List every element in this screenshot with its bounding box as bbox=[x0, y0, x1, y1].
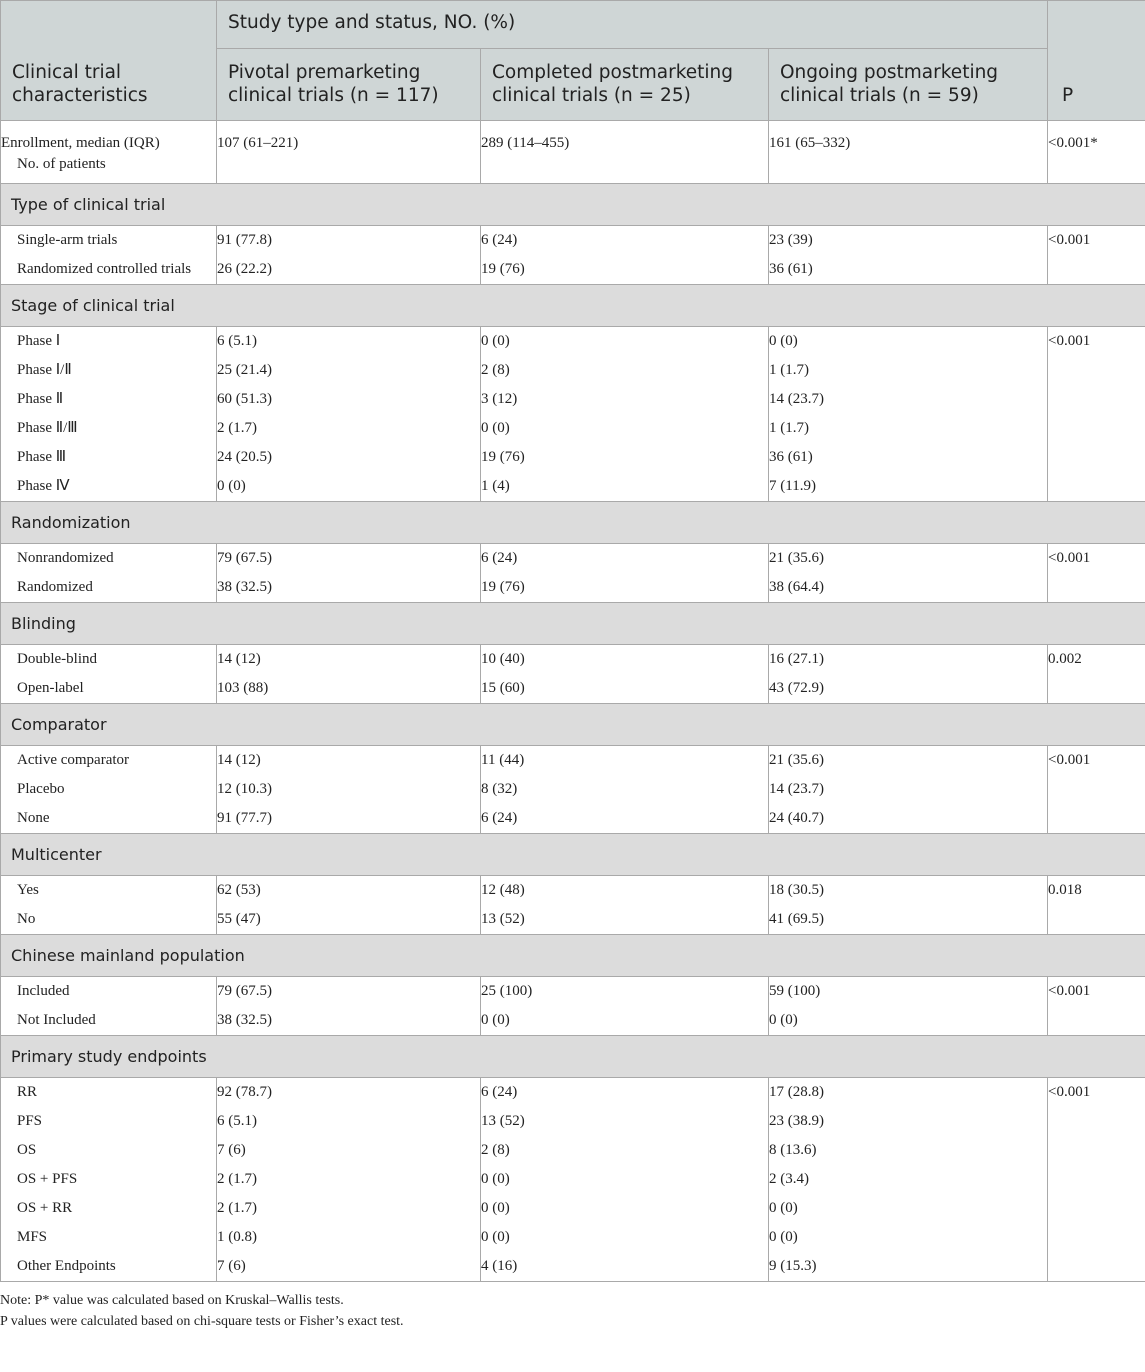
row-value-completed: 2 (8) bbox=[481, 362, 510, 378]
row-value-completed: 6 (24) bbox=[481, 1084, 518, 1100]
row-label: Phase Ⅲ bbox=[17, 449, 67, 465]
row-label: RR bbox=[17, 1084, 38, 1100]
row-value-completed: 3 (12) bbox=[481, 391, 518, 407]
section-title: Chinese mainland population bbox=[1, 935, 1145, 977]
row-label: Phase Ⅱ/Ⅲ bbox=[17, 420, 78, 436]
section-p-value bbox=[1048, 645, 1145, 704]
section-row-labels-cell bbox=[1, 645, 217, 704]
row-value-ongoing: 1 (1.7) bbox=[769, 420, 809, 436]
row-value-pivotal: 38 (32.5) bbox=[217, 1012, 272, 1028]
row-value-completed: 0 (0) bbox=[481, 1200, 510, 1216]
section-header-row bbox=[1, 1036, 1145, 1078]
row-label: Other Endpoints bbox=[17, 1258, 116, 1274]
section-title: Blinding bbox=[1, 603, 1145, 645]
row-value-completed: 25 (100) bbox=[481, 983, 533, 999]
row-value-completed: 6 (24) bbox=[481, 810, 518, 826]
section-completed-values-cell bbox=[481, 1078, 769, 1282]
row-label: Phase Ⅳ bbox=[17, 478, 70, 494]
enrollment-p: <0.001* bbox=[1048, 121, 1145, 184]
section-p-value bbox=[1048, 544, 1145, 603]
section-ongoing-values-cell bbox=[769, 544, 1048, 603]
p-value-text: <0.001 bbox=[1048, 333, 1091, 349]
row-value-pivotal: 14 (12) bbox=[217, 651, 261, 667]
row-value-pivotal: 60 (51.3) bbox=[217, 391, 272, 407]
row-value-pivotal: 55 (47) bbox=[217, 911, 261, 927]
row-value-ongoing: 14 (23.7) bbox=[769, 391, 824, 407]
row-label: Included bbox=[17, 983, 70, 999]
section-ongoing-values-cell bbox=[769, 645, 1048, 704]
section-header-row bbox=[1, 935, 1145, 977]
row-value-ongoing: 0 (0) bbox=[769, 333, 798, 349]
section-completed-values-cell bbox=[481, 226, 769, 285]
row-label bbox=[1, 255, 216, 283]
row-value-completed: 19 (76) bbox=[481, 261, 525, 277]
enrollment-completed: 289 (114–455) bbox=[481, 121, 769, 184]
header-p-label: P bbox=[1048, 1, 1145, 121]
row-value-pivotal: 14 (12) bbox=[217, 752, 261, 768]
row-label: Phase Ⅰ/Ⅱ bbox=[17, 362, 72, 378]
section-row-labels-cell bbox=[1, 1078, 217, 1282]
section-row-labels-cell bbox=[1, 977, 217, 1036]
row-label: Active comparator bbox=[17, 752, 130, 768]
row-value-ongoing: 8 (13.6) bbox=[769, 1142, 817, 1158]
row-value-pivotal: 62 (53) bbox=[217, 882, 261, 898]
section-header-row bbox=[1, 502, 1145, 544]
section-pivotal-values-cell bbox=[217, 645, 481, 704]
row-value-completed: 11 (44) bbox=[481, 752, 525, 768]
section-pivotal-values-cell bbox=[217, 1078, 481, 1282]
section-pivotal-values-cell bbox=[217, 876, 481, 935]
row-value-pivotal: 79 (67.5) bbox=[217, 983, 272, 999]
row-value-pivotal: 2 (1.7) bbox=[217, 1200, 257, 1216]
row-label: Nonrandomized bbox=[17, 550, 114, 566]
row-label: OS + RR bbox=[17, 1200, 73, 1216]
row-label: Placebo bbox=[17, 781, 65, 797]
row-value-ongoing: 16 (27.1) bbox=[769, 651, 824, 667]
row-value-completed: 0 (0) bbox=[481, 1012, 510, 1028]
section-title: Randomization bbox=[1, 502, 1145, 544]
row-value-pivotal: 92 (78.7) bbox=[217, 1084, 272, 1100]
section-data-row bbox=[1, 876, 1145, 935]
row-value-completed: 19 (76) bbox=[481, 449, 525, 465]
section-data-row bbox=[1, 977, 1145, 1036]
note-line-2: P values were calculated based on chi-square tests or Fisher’s exact test. bbox=[0, 1314, 404, 1329]
row-label: PFS bbox=[17, 1113, 43, 1129]
section-data-row bbox=[1, 544, 1145, 603]
header-row-label bbox=[1, 1, 217, 121]
p-value-text: <0.001 bbox=[1048, 983, 1091, 999]
row-value-pivotal: 1 (0.8) bbox=[217, 1229, 257, 1245]
section-ongoing-values-cell bbox=[769, 977, 1048, 1036]
section-header-row bbox=[1, 603, 1145, 645]
section-pivotal-values-cell bbox=[217, 746, 481, 834]
enrollment-pivotal: 107 (61–221) bbox=[217, 121, 481, 184]
row-value-completed: 0 (0) bbox=[481, 420, 510, 436]
row-value-pivotal: 91 (77.8) bbox=[217, 232, 272, 248]
p-value-text: 0.018 bbox=[1048, 882, 1082, 898]
section-completed-values-cell bbox=[481, 645, 769, 704]
section-title: Stage of clinical trial bbox=[1, 285, 1145, 327]
header-row-label-text: Clinical trial characteristics bbox=[12, 62, 148, 106]
section-title: Primary study endpoints bbox=[1, 1036, 1145, 1078]
row-value-ongoing: 41 (69.5) bbox=[769, 911, 824, 927]
section-ongoing-values-cell bbox=[769, 327, 1048, 502]
header-col-completed: Completed postmarketing clinical trials (n = 25) bbox=[481, 49, 769, 121]
section-completed-values-cell bbox=[481, 327, 769, 502]
section-completed-values-cell bbox=[481, 746, 769, 834]
row-value-completed: 19 (76) bbox=[481, 579, 525, 595]
row-label: Single-arm trials bbox=[17, 232, 118, 248]
row-value-pivotal: 7 (6) bbox=[217, 1258, 246, 1274]
row-value-ongoing: 23 (38.9) bbox=[769, 1113, 824, 1129]
section-p-value bbox=[1048, 327, 1145, 502]
section-data-row bbox=[1, 645, 1145, 704]
section-title: Comparator bbox=[1, 704, 1145, 746]
row-value-completed: 13 (52) bbox=[481, 911, 525, 927]
row-label: Randomized bbox=[17, 579, 93, 595]
row-value-pivotal: 38 (32.5) bbox=[217, 579, 272, 595]
row-value-ongoing: 0 (0) bbox=[769, 1012, 798, 1028]
row-value-ongoing: 43 (72.9) bbox=[769, 680, 824, 696]
enrollment-sublabel: No. of patients bbox=[17, 156, 106, 172]
table-body bbox=[1, 121, 1145, 1282]
row-value-ongoing: 21 (35.6) bbox=[769, 752, 824, 768]
row-value-ongoing: 2 (3.4) bbox=[769, 1171, 809, 1187]
section-p-value bbox=[1048, 746, 1145, 834]
section-p-value bbox=[1048, 977, 1145, 1036]
section-pivotal-values-cell bbox=[217, 226, 481, 285]
row-label: Double-blind bbox=[17, 651, 97, 667]
header-col-pivotal: Pivotal premarketing clinical trials (n = 117) bbox=[217, 49, 481, 121]
row-value-pivotal: 12 (10.3) bbox=[217, 781, 272, 797]
section-row-labels-cell bbox=[1, 746, 217, 834]
section-completed-values-cell bbox=[481, 876, 769, 935]
enrollment-row bbox=[1, 121, 1145, 184]
section-completed-values-cell bbox=[481, 977, 769, 1036]
row-value-completed: 8 (32) bbox=[481, 781, 518, 797]
row-value-ongoing: 0 (0) bbox=[769, 1200, 798, 1216]
section-ongoing-values-cell bbox=[769, 226, 1048, 285]
row-label: Open-label bbox=[17, 680, 84, 696]
section-row-labels-cell bbox=[1, 327, 217, 502]
row-value-completed: 12 (48) bbox=[481, 882, 525, 898]
row-value-completed: 4 (16) bbox=[481, 1258, 518, 1274]
row-value-pivotal: 0 (0) bbox=[217, 478, 246, 494]
row-value-completed: 15 (60) bbox=[481, 680, 525, 696]
header-col-ongoing: Ongoing postmarketing clinical trials (n = 59) bbox=[769, 49, 1048, 121]
section-data-row bbox=[1, 1078, 1145, 1282]
row-value-completed: 6 (24) bbox=[481, 550, 518, 566]
row-value-pivotal: 6 (5.1) bbox=[217, 333, 257, 349]
row-value-pivotal: 79 (67.5) bbox=[217, 550, 272, 566]
row-value-completed: 1 (4) bbox=[481, 478, 510, 494]
row-value-ongoing: 9 (15.3) bbox=[769, 1258, 817, 1274]
section-ongoing-values-cell bbox=[769, 876, 1048, 935]
section-p-value bbox=[1048, 226, 1145, 285]
row-value-pivotal: 2 (1.7) bbox=[217, 1171, 257, 1187]
p-value-text: 0.002 bbox=[1048, 651, 1082, 667]
section-row-labels-cell bbox=[1, 226, 217, 285]
section-data-row bbox=[1, 327, 1145, 502]
row-value-pivotal: 25 (21.4) bbox=[217, 362, 272, 378]
row-label: No bbox=[17, 911, 36, 927]
row-value-pivotal: 2 (1.7) bbox=[217, 420, 257, 436]
row-label-text: Randomized controlled trials bbox=[17, 261, 192, 277]
row-value-completed: 0 (0) bbox=[481, 1171, 510, 1187]
row-value-ongoing: 0 (0) bbox=[769, 1229, 798, 1245]
row-value-pivotal: 6 (5.1) bbox=[217, 1113, 257, 1129]
section-p-value bbox=[1048, 1078, 1145, 1282]
section-pivotal-values-cell bbox=[217, 544, 481, 603]
row-value-pivotal: 103 (88) bbox=[217, 680, 269, 696]
row-value-ongoing: 36 (61) bbox=[769, 261, 813, 277]
section-header-row bbox=[1, 285, 1145, 327]
p-value-text: <0.001 bbox=[1048, 752, 1091, 768]
row-value-pivotal: 26 (22.2) bbox=[217, 261, 272, 277]
row-label: Yes bbox=[17, 882, 39, 898]
section-p-value bbox=[1048, 876, 1145, 935]
section-header-row bbox=[1, 834, 1145, 876]
row-value-ongoing: 17 (28.8) bbox=[769, 1084, 824, 1100]
row-label: Phase Ⅱ bbox=[17, 391, 64, 407]
p-value-text: <0.001 bbox=[1048, 550, 1091, 566]
row-value-completed: 13 (52) bbox=[481, 1113, 525, 1129]
enrollment-label: Enrollment, median (IQR) bbox=[1, 135, 160, 151]
p-value-text: <0.001 bbox=[1048, 232, 1091, 248]
section-completed-values-cell bbox=[481, 544, 769, 603]
enrollment-ongoing: 161 (65–332) bbox=[769, 121, 1048, 184]
note-line-1: Note: P* value was calculated based on Kruskal–Wallis tests. bbox=[0, 1293, 344, 1308]
row-value-ongoing: 36 (61) bbox=[769, 449, 813, 465]
section-header-row bbox=[1, 184, 1145, 226]
row-label: MFS bbox=[17, 1229, 48, 1245]
p-value-text: <0.001 bbox=[1048, 1084, 1091, 1100]
section-title: Type of clinical trial bbox=[1, 184, 1145, 226]
row-label: Phase Ⅰ bbox=[17, 333, 61, 349]
header-group-label: Study type and status, NO. (%) bbox=[217, 1, 1048, 49]
section-row-labels-cell bbox=[1, 544, 217, 603]
row-label: OS + PFS bbox=[17, 1171, 78, 1187]
row-value-pivotal: 91 (77.7) bbox=[217, 810, 272, 826]
row-value-pivotal: 24 (20.5) bbox=[217, 449, 272, 465]
row-value-ongoing: 24 (40.7) bbox=[769, 810, 824, 826]
section-header-row bbox=[1, 704, 1145, 746]
table-notes bbox=[0, 1290, 1145, 1332]
row-label: OS bbox=[17, 1142, 37, 1158]
row-label: Not Included bbox=[17, 1012, 96, 1028]
section-ongoing-values-cell bbox=[769, 1078, 1048, 1282]
row-value-ongoing: 38 (64.4) bbox=[769, 579, 824, 595]
row-value-pivotal: 7 (6) bbox=[217, 1142, 246, 1158]
row-value-ongoing: 14 (23.7) bbox=[769, 781, 824, 797]
row-value-ongoing: 1 (1.7) bbox=[769, 362, 809, 378]
row-value-completed: 0 (0) bbox=[481, 1229, 510, 1245]
section-ongoing-values-cell bbox=[769, 746, 1048, 834]
row-value-completed: 2 (8) bbox=[481, 1142, 510, 1158]
section-title: Multicenter bbox=[1, 834, 1145, 876]
row-value-ongoing: 21 (35.6) bbox=[769, 550, 824, 566]
row-value-ongoing: 23 (39) bbox=[769, 232, 813, 248]
row-value-ongoing: 7 (11.9) bbox=[769, 478, 816, 494]
row-value-completed: 6 (24) bbox=[481, 232, 518, 248]
section-pivotal-values-cell bbox=[217, 327, 481, 502]
section-row-labels-cell bbox=[1, 876, 217, 935]
section-pivotal-values-cell bbox=[217, 977, 481, 1036]
enrollment-label-cell bbox=[1, 121, 217, 184]
row-label: None bbox=[17, 810, 50, 826]
row-value-ongoing: 18 (30.5) bbox=[769, 882, 824, 898]
row-value-ongoing: 59 (100) bbox=[769, 983, 821, 999]
row-value-completed: 10 (40) bbox=[481, 651, 525, 667]
row-value-completed: 0 (0) bbox=[481, 333, 510, 349]
section-data-row bbox=[1, 226, 1145, 285]
section-data-row bbox=[1, 746, 1145, 834]
